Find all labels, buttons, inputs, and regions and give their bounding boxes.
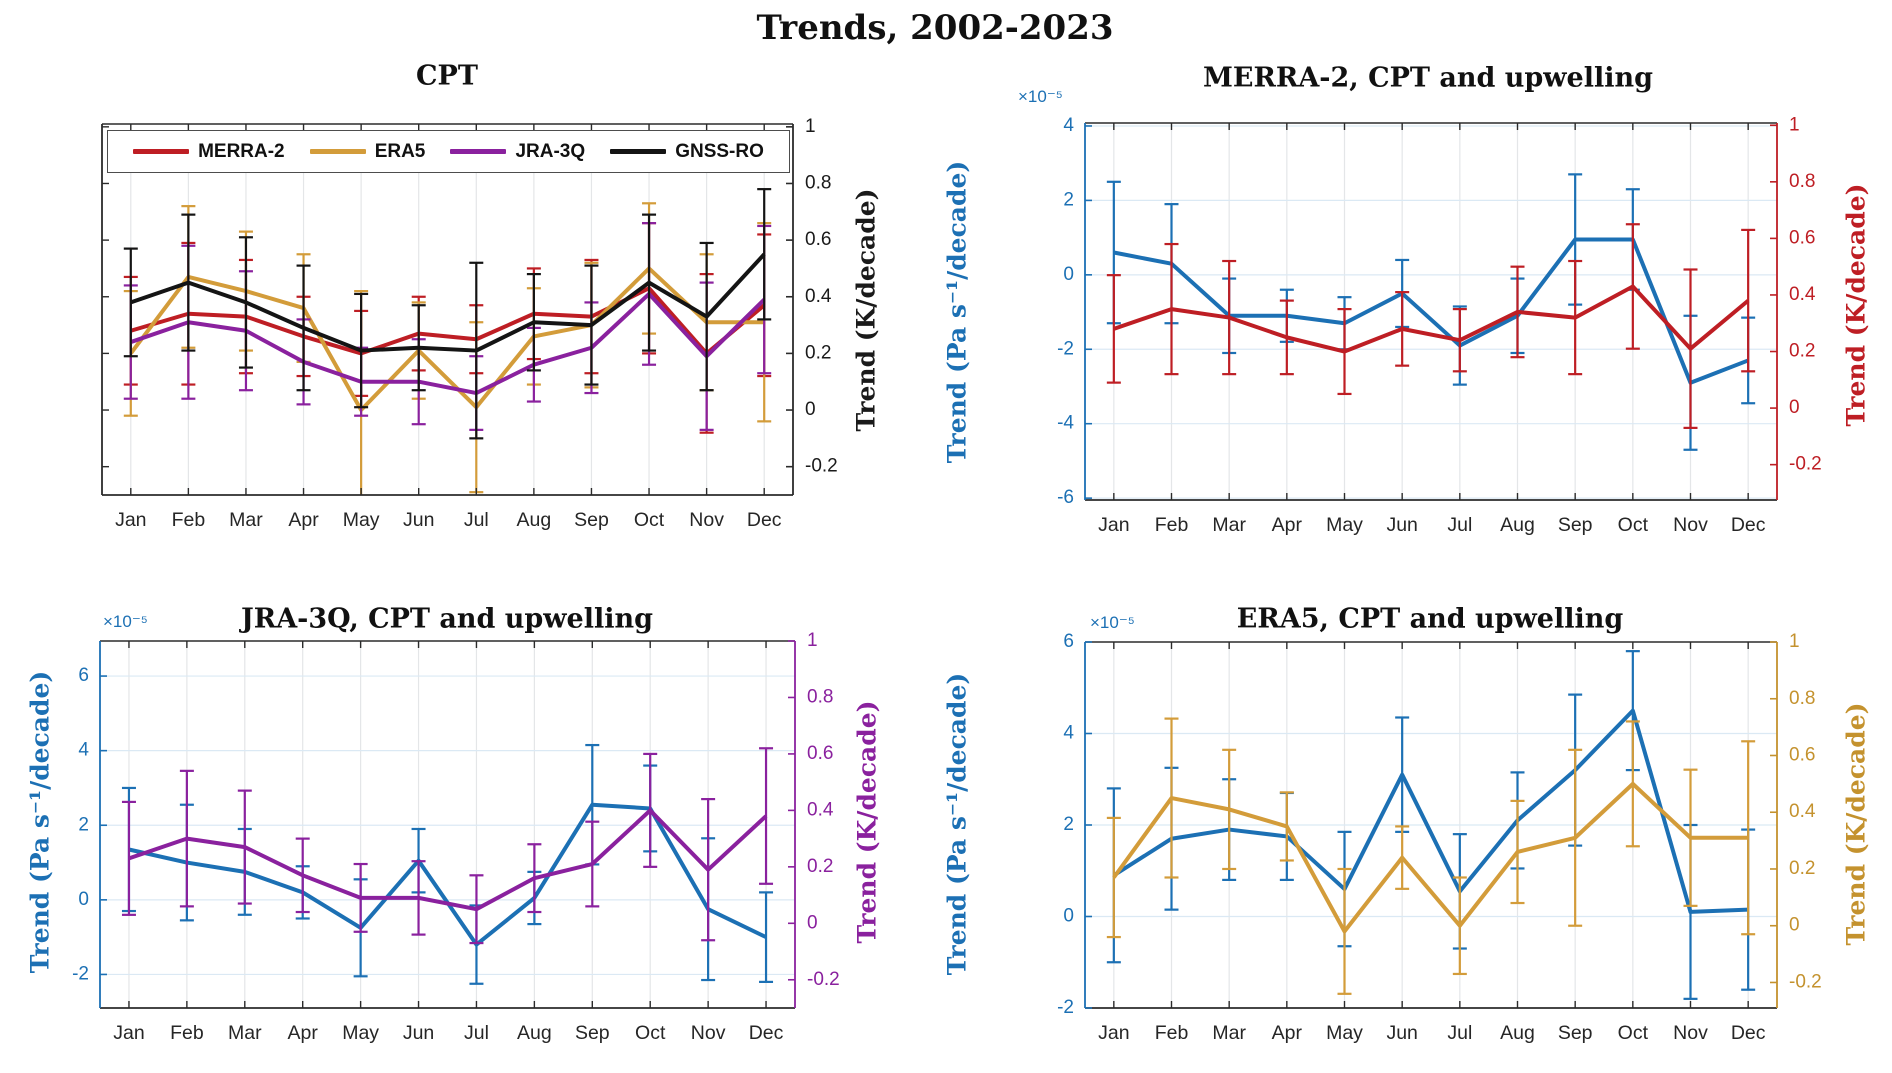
svg-text:0: 0 [1789,914,1800,936]
svg-text:0.8: 0.8 [1789,687,1816,709]
svg-text:Dec: Dec [746,509,782,532]
svg-text:1: 1 [807,630,818,652]
svg-text:May: May [1326,514,1363,537]
svg-text:Jan: Jan [115,509,147,532]
svg-text:Aug: Aug [1500,1022,1535,1045]
svg-text:Jun: Jun [1386,514,1418,537]
series-line-cpt-trend-era5- [1114,784,1748,932]
legend-line-swatch [450,149,506,154]
cpt-right-axis-label: Trend (K/decade) [851,188,881,432]
svg-text:Dec: Dec [748,1022,784,1045]
svg-text:Dec: Dec [1730,1022,1766,1045]
subplot-title-merra2: MERRA-2, CPT and upwelling [1203,62,1653,94]
legend-label: MERRA-2 [198,140,285,162]
legend-item-merra-2 [133,141,285,163]
svg-text:0: 0 [1063,905,1074,927]
svg-text:Sep: Sep [574,509,609,532]
svg-text:0: 0 [1063,263,1074,285]
jra3q-left-axis-multiplier: ×10⁻⁵ [103,612,148,631]
jra3q-left-axis-label: Trend (Pa s⁻¹/decade) [25,670,55,974]
svg-text:Nov: Nov [1673,514,1708,537]
svg-text:-0.2: -0.2 [805,455,838,477]
svg-text:0.8: 0.8 [807,686,834,708]
svg-text:0.4: 0.4 [1789,283,1816,305]
svg-text:Jul: Jul [463,509,489,532]
svg-text:Aug: Aug [517,1022,552,1045]
legend-item-era5 [310,141,426,163]
svg-text:Mar: Mar [227,1022,262,1045]
svg-text:0.2: 0.2 [805,342,832,364]
svg-text:0: 0 [807,912,818,934]
svg-text:Oct: Oct [1617,1022,1649,1045]
svg-text:Mar: Mar [229,509,263,532]
series-merra2 [1107,174,1755,449]
svg-text:1: 1 [805,115,816,137]
svg-text:Mar: Mar [1212,1022,1246,1045]
svg-text:2: 2 [1063,189,1074,211]
series-jra3q [122,745,773,984]
svg-text:Apr: Apr [1271,514,1303,537]
legend-label: GNSS-RO [675,140,764,162]
figure-title: Trends, 2002-2023 [756,8,1114,48]
svg-text:2: 2 [78,814,89,836]
svg-text:4: 4 [1063,722,1074,744]
series-line-merra-2 [131,288,764,353]
svg-text:-6: -6 [1057,487,1074,509]
legend-label: JRA-3Q [515,140,586,162]
legend-item-gnss-ro [610,141,764,163]
legend-line-swatch [310,149,366,154]
svg-text:4: 4 [1063,114,1074,136]
svg-text:Jul: Jul [463,1022,489,1045]
svg-text:Nov: Nov [1673,1022,1708,1045]
svg-text:Jun: Jun [402,1022,435,1045]
svg-text:Apr: Apr [287,1022,318,1045]
svg-text:0.6: 0.6 [807,742,834,764]
series-cpt [124,189,771,532]
svg-text:Apr: Apr [1271,1022,1303,1045]
svg-text:0.4: 0.4 [807,799,834,821]
svg-text:0: 0 [805,399,816,421]
svg-text:Feb: Feb [170,1022,204,1045]
subplot-title-era5: ERA5, CPT and upwelling [1236,603,1624,635]
cpt-legend [107,130,790,173]
subplot-cpt [102,116,838,531]
svg-text:Sep: Sep [574,1022,610,1045]
subplot-merra2 [1057,114,1822,536]
era5-left-axis-multiplier: ×10⁻⁵ [1090,613,1135,632]
svg-text:0.4: 0.4 [1789,801,1816,823]
svg-text:-4: -4 [1057,412,1074,434]
svg-text:Aug: Aug [516,509,552,532]
svg-text:0.2: 0.2 [1789,340,1816,362]
svg-text:Sep: Sep [1557,514,1593,537]
svg-text:Feb: Feb [1154,514,1189,537]
svg-text:1: 1 [1789,114,1800,136]
subplot-title-cpt: CPT [416,60,478,92]
svg-text:May: May [342,509,380,532]
svg-text:Oct: Oct [633,509,665,532]
subplot-jra3q [72,630,840,1044]
svg-text:Oct: Oct [1617,514,1649,537]
legend-item-jra-3q [450,141,585,163]
merra2-right-axis-label: Trend (K/decade) [1841,183,1871,427]
svg-text:-0.2: -0.2 [1789,971,1822,993]
svg-text:0.6: 0.6 [805,229,832,251]
svg-text:0: 0 [1789,397,1800,419]
svg-text:2: 2 [1063,814,1074,836]
svg-text:0.8: 0.8 [805,172,832,194]
svg-text:Jul: Jul [1447,1022,1473,1045]
svg-text:Oct: Oct [635,1022,666,1045]
svg-text:Feb: Feb [171,509,206,532]
svg-text:-0.2: -0.2 [807,968,840,990]
svg-text:0.2: 0.2 [807,855,834,877]
jra3q-right-axis-label: Trend (K/decade) [852,700,882,944]
svg-text:Jun: Jun [1386,1022,1418,1045]
svg-text:Feb: Feb [1154,1022,1189,1045]
svg-text:Jun: Jun [402,509,435,532]
svg-text:Sep: Sep [1557,1022,1593,1045]
merra2-left-axis-multiplier: ×10⁻⁵ [1018,87,1063,106]
legend-line-swatch [133,149,189,154]
svg-text:Jul: Jul [1447,514,1473,537]
svg-text:-2: -2 [1057,997,1074,1019]
svg-text:Dec: Dec [1730,514,1766,537]
svg-text:-0.2: -0.2 [1789,453,1822,475]
svg-text:6: 6 [78,665,89,687]
svg-text:Nov: Nov [690,1022,726,1045]
svg-text:6: 6 [1063,631,1074,653]
svg-text:1: 1 [1789,631,1800,653]
svg-text:0.4: 0.4 [805,285,832,307]
series-line-upwelling-trend [1114,711,1748,912]
legend-line-swatch [610,149,666,154]
svg-text:0.6: 0.6 [1789,744,1816,766]
merra2-left-axis-label: Trend (Pa s⁻¹/decade) [942,160,972,464]
svg-text:0: 0 [78,888,89,910]
svg-text:0.8: 0.8 [1789,170,1816,192]
svg-text:Jan: Jan [113,1022,145,1045]
subplot-title-jra3q: JRA-3Q, CPT and upwelling [240,603,654,635]
svg-text:Apr: Apr [288,509,319,532]
svg-text:Jan: Jan [1098,1022,1130,1045]
svg-text:-2: -2 [72,963,89,985]
subplot-era5 [1057,631,1822,1044]
legend-label: ERA5 [374,140,426,162]
svg-text:4: 4 [78,739,89,761]
svg-text:Mar: Mar [1212,514,1246,537]
svg-text:May: May [1326,1022,1363,1045]
svg-text:Aug: Aug [1500,514,1535,537]
era5-left-axis-label: Trend (Pa s⁻¹/decade) [942,672,972,976]
svg-text:Nov: Nov [689,509,724,532]
svg-text:May: May [342,1022,380,1045]
svg-text:0.2: 0.2 [1789,857,1816,879]
svg-text:-2: -2 [1057,338,1074,360]
svg-text:Jan: Jan [1098,514,1130,537]
svg-text:0.6: 0.6 [1789,227,1816,249]
era5-right-axis-label: Trend (K/decade) [1841,702,1871,946]
